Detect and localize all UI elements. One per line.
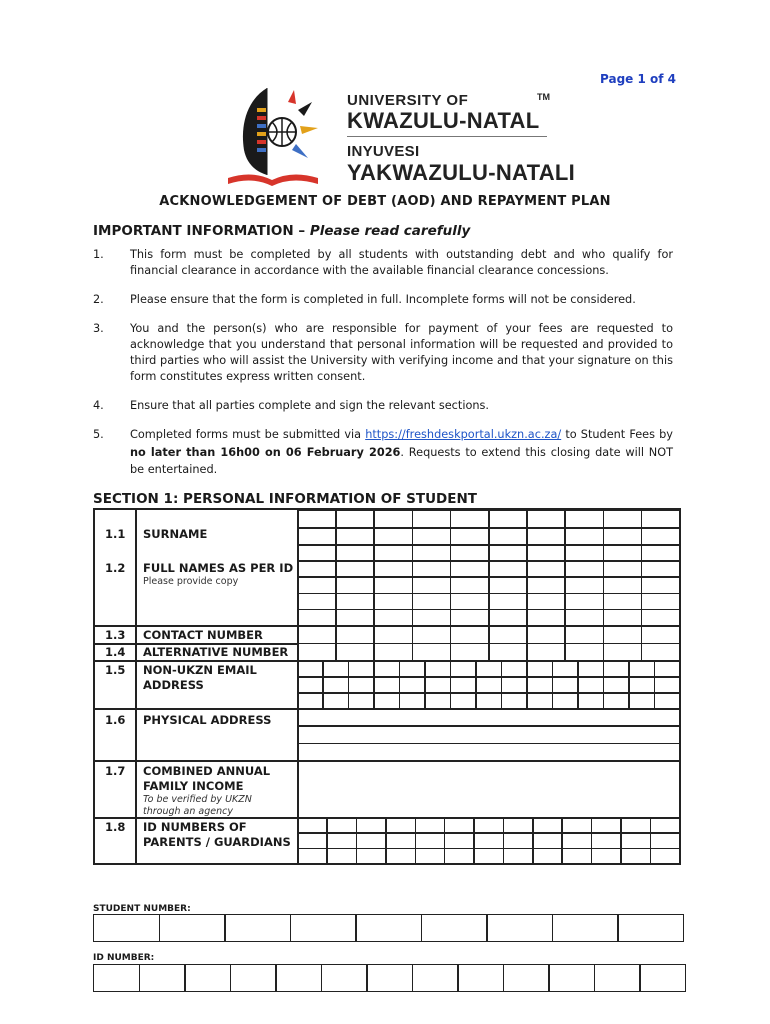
shield-emblem-icon xyxy=(222,80,342,190)
item-text-part: to Student Fees by xyxy=(561,428,673,441)
important-info-label: IMPORTANT INFORMATION – xyxy=(93,223,310,239)
row-divider xyxy=(95,760,297,762)
deadline-text: no later than 16h00 on 06 February 2026 xyxy=(130,445,401,459)
row-number: 1.5 xyxy=(105,663,126,677)
personal-info-form xyxy=(93,508,681,865)
item-text: You and the person(s) who are responsible for payment of your fees are requested to acknowledge that you understand that personal information will be requested and provided to third parties who will assist the University with verifying income and that your signature on this form constitutes express written consent. xyxy=(130,322,673,383)
info-item-2 xyxy=(93,292,673,310)
row-number: 1.6 xyxy=(105,713,126,727)
alternative-number-label: ALTERNATIVE NUMBER xyxy=(143,645,289,659)
row-divider xyxy=(95,708,297,710)
id-number-boxes[interactable] xyxy=(93,964,685,992)
row-number: 1.4 xyxy=(105,645,126,659)
physical-address-label: PHYSICAL ADDRESS xyxy=(143,713,272,727)
item-number: 4. xyxy=(93,399,104,412)
logo-line-1: UNIVERSITY OF xyxy=(347,92,469,109)
family-income-hint: To be verified by UKZN through an agency xyxy=(143,794,252,817)
item-text: Please ensure that the form is completed in full. Incomplete forms will not be considered. xyxy=(130,293,636,306)
logo-line-4: YAKWAZULU-NATALI xyxy=(347,160,576,185)
logo-line-2: KWAZULU-NATAL xyxy=(347,108,540,133)
surname-label: SURNAME xyxy=(143,527,208,541)
student-number-boxes[interactable] xyxy=(93,914,683,942)
important-info-emphasis: Please read carefully xyxy=(309,223,471,239)
item-text-part: . Requests to extend this closing date will NOT be entertained. xyxy=(130,445,673,476)
full-names-hint: Please provide copy xyxy=(143,576,239,587)
item-text: Ensure that all parties complete and sign the relevant sections. xyxy=(130,399,490,412)
column-divider xyxy=(135,510,137,863)
trademark-mark: TM xyxy=(537,92,550,102)
row-number: 1.2 xyxy=(105,561,126,575)
document-title: ACKNOWLEDGEMENT OF DEBT (AOD) AND REPAYMENT PLAN xyxy=(159,194,611,209)
item-number: 1. xyxy=(93,248,104,261)
page-number: Page 1 of 4 xyxy=(600,72,676,86)
item-text: This form must be completed by all students with outstanding debt and who qualify for financial clearance in accordance with the available financial clearance concessions. xyxy=(130,248,673,277)
logo-line-3: INYUVESI xyxy=(347,143,420,160)
contact-number-label: CONTACT NUMBER xyxy=(143,628,263,642)
section-1-heading: SECTION 1: PERSONAL INFORMATION OF STUDENT xyxy=(93,491,477,507)
logo-divider xyxy=(347,136,547,137)
family-income-box[interactable] xyxy=(297,760,679,817)
contact-number-boxes[interactable] xyxy=(297,625,679,660)
info-item-3 xyxy=(93,321,673,387)
row-number: 1.7 xyxy=(105,764,126,778)
info-item-4 xyxy=(93,398,673,416)
university-logo xyxy=(222,80,576,190)
freshdesk-portal-link[interactable]: https://freshdeskportal.ukzn.ac.za/ xyxy=(365,428,562,441)
item-number: 3. xyxy=(93,322,104,335)
info-item-5 xyxy=(93,426,673,478)
row-number: 1.8 xyxy=(105,820,126,834)
row-divider xyxy=(95,660,297,662)
full-names-label: FULL NAMES AS PER ID xyxy=(143,561,294,575)
physical-address-lines[interactable] xyxy=(297,708,679,760)
guardian-id-boxes[interactable] xyxy=(297,817,679,863)
item-number: 5. xyxy=(93,428,104,441)
surname-boxes[interactable] xyxy=(297,510,679,544)
guardian-id-label: ID NUMBERS OF PARENTS / GUARDIANS xyxy=(143,820,291,849)
row-number: 1.3 xyxy=(105,628,126,642)
important-info-heading xyxy=(93,223,470,239)
item-text-part: Completed forms must be submitted via xyxy=(130,428,366,441)
info-item-1 xyxy=(93,247,673,281)
family-income-label: COMBINED ANNUAL FAMILY INCOME xyxy=(143,764,271,793)
full-names-boxes[interactable] xyxy=(297,544,679,625)
email-label: NON-UKZN EMAIL ADDRESS xyxy=(143,663,257,692)
item-text xyxy=(130,426,673,479)
row-divider xyxy=(95,625,297,627)
id-number-label: ID NUMBER: xyxy=(93,953,155,963)
email-boxes[interactable] xyxy=(297,660,679,708)
student-number-label: STUDENT NUMBER: xyxy=(93,904,191,914)
row-number: 1.1 xyxy=(105,527,126,541)
item-number: 2. xyxy=(93,293,104,306)
